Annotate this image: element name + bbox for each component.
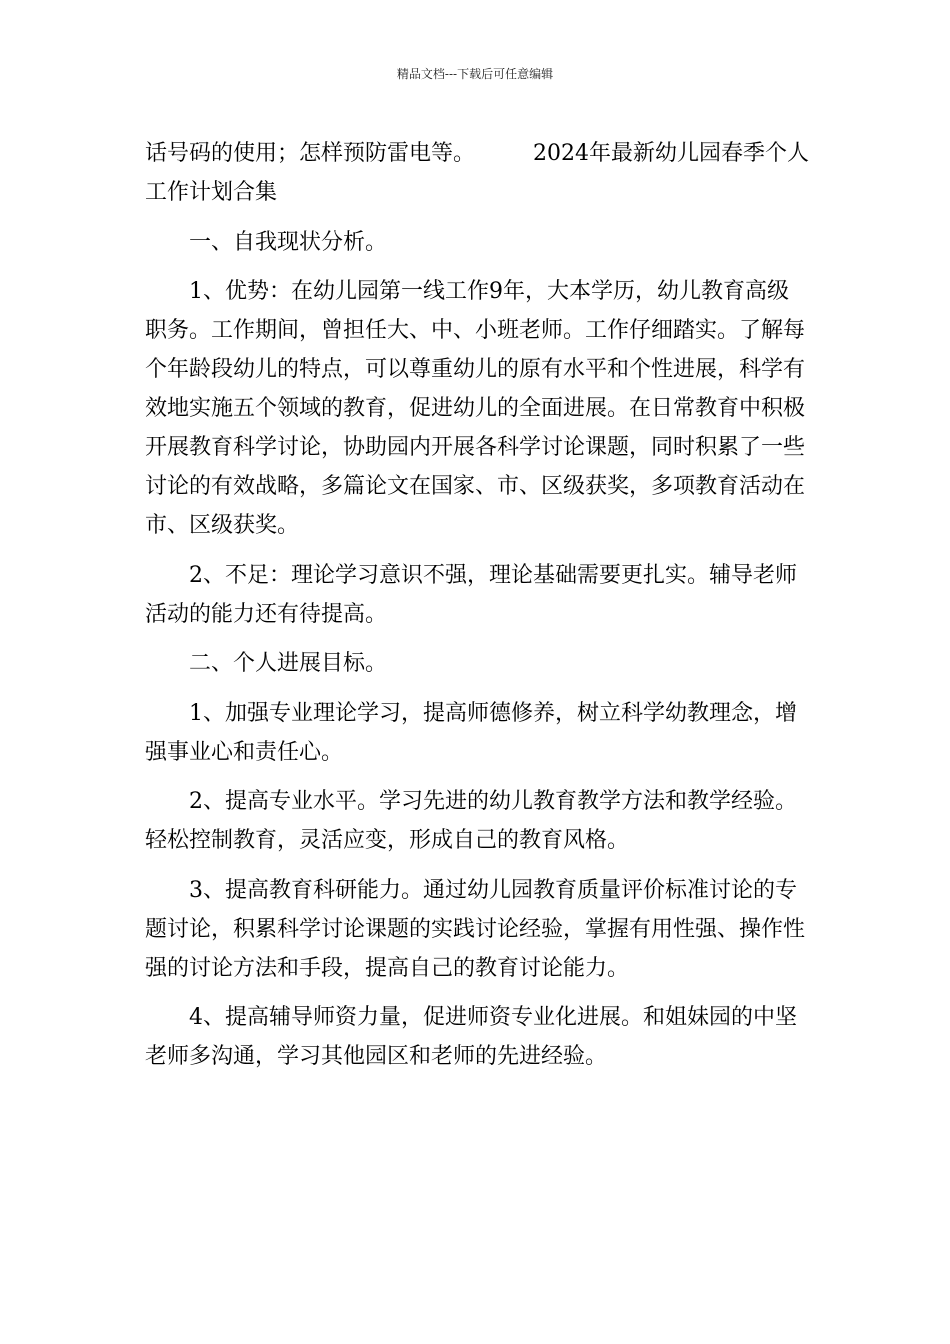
continuation-text: 话号码的使用；怎样预防雷电等。: [145, 141, 476, 166]
section-heading-goals: 二、个人进展目标。: [189, 651, 388, 676]
paragraph-goal-1: 1、加强专业理论学习，提高师德修养，树立科学幼教理念，增强事业心和责任心。: [145, 700, 797, 765]
paragraph-weaknesses: 2、不足：理论学习意识不强，理论基础需要更扎实。辅导老师活动的能力还有待提高。: [145, 562, 797, 627]
document-body: [145, 134, 810, 1087]
paragraph-goal-2: 2、提高专业水平。学习先进的幼儿教育教学方法和教学经验。轻松控制教育，灵活应变，形成自己的教育风格。: [145, 789, 797, 853]
section-heading-self-analysis: 一、自我现状分析。: [189, 229, 388, 255]
page-header: 精品文档---下载后可任意编辑: [396, 67, 554, 81]
paragraph-goal-4: 4、提高辅导师资力量，促进师资专业化进展。和姐妹园的中坚老师多沟通，学习其他园区和老师的先进经验。: [145, 1005, 797, 1069]
paragraph-continuation-and-title: [145, 134, 810, 212]
paragraph-goal-3: 3、提高教育科研能力。通过幼儿园教育质量评价标准讨论的专题讨论，积累科学讨论课题的实践讨论经验，掌握有用性强、操作性强的讨论方法和手段，提高自己的教育讨论能力。: [145, 877, 806, 981]
document-title: 2024年最新幼儿园春季个人工作计划合集: [145, 141, 810, 205]
paragraph-strengths: 1、优势：在幼儿园第一线工作9年，大本学历，幼儿教育高级职务。工作期间，曾担任大、中、小班老师。工作仔细踏实。了解每个年龄段幼儿的特点，可以尊重幼儿的原有水平和个性进展，科学有效地实施五个领域的教育，促进幼儿的全面进展。在日常教育中积极开展教育科学讨论，协助园内开展各科学讨论课题，同时积累了一些讨论的有效战略，多篇论文在国家、市、区级获奖，多项教育活动在市、区级获奖。: [145, 279, 806, 538]
